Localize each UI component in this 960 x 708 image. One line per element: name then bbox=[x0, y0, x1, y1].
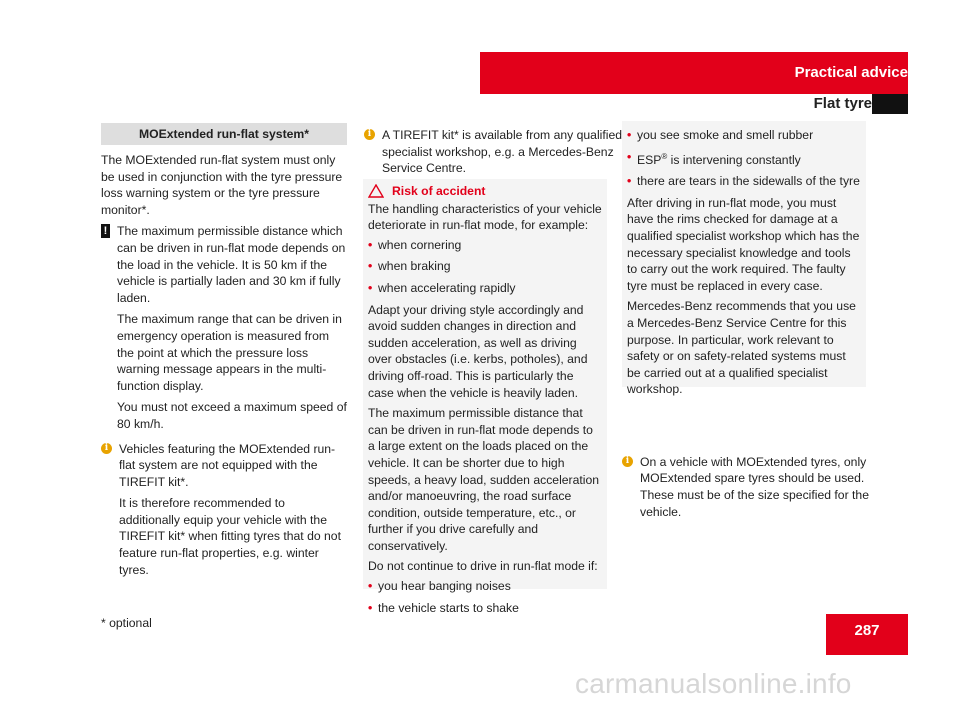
list-item: • when cornering bbox=[368, 237, 462, 252]
bullet-icon: • bbox=[627, 149, 632, 164]
info-paragraph: On a vehicle with MOExtended tyres, only MOExtended spare tyres should be used. These must be of the size specified for the vehicle. bbox=[640, 454, 869, 519]
warning-paragraph: Adapt your driving style accordingly and avoid sudden changes in direction and sudden acceleration, as well as driving over obstacles (i.e. kerbs, potholes), and driving off-road. This is particularly the case when the vehicle is heavily laden. bbox=[368, 302, 588, 400]
warning-intro: The handling characteristics of your vehicle deteriorate in run-flat mode, for example: bbox=[368, 201, 602, 233]
info-block bbox=[101, 441, 347, 579]
warning-heading bbox=[368, 183, 602, 200]
footnote: * optional bbox=[101, 616, 152, 630]
warning-box-continued bbox=[622, 121, 866, 397]
info-paragraph: Vehicles featuring the MOExtended run-flat system are not equipped with the TIREFIT kit*. bbox=[119, 441, 336, 489]
note-paragraph: You must not exceed a maximum speed of 80 km/h. bbox=[117, 400, 347, 431]
condition-list bbox=[368, 237, 602, 297]
intro-paragraph: The MOExtended run-flat system must only be used in conjunction with the tyre pressure loss warning system or the tyre pressure monitor*. bbox=[101, 153, 343, 217]
watermark: carmanualsonline.info bbox=[575, 668, 852, 699]
list-item: • when braking bbox=[368, 259, 451, 274]
spare-tyre-info bbox=[622, 454, 886, 520]
info-paragraph: It is therefore recommended to additionally equip your vehicle with the TIREFIT kit* when fitting tyres that do not feature run-flat properties, e.g. winter tyres. bbox=[119, 496, 341, 577]
note-paragraph: The maximum permissible distance which can be driven in run-flat mode depends on the load in the vehicle. It is 50 km if the vehicle is partially laden and 30 km if fully laden. bbox=[117, 224, 346, 305]
warning-title: Risk of accident bbox=[392, 184, 486, 198]
section-heading: MOExtended run-flat system* bbox=[101, 123, 347, 145]
list-item: • when accelerating rapidly bbox=[368, 280, 516, 295]
stop-condition-list bbox=[627, 127, 861, 190]
info-icon: i bbox=[622, 456, 633, 467]
section-title: Practical advice bbox=[794, 64, 908, 81]
bullet-icon: • bbox=[627, 174, 632, 189]
bullet-icon: • bbox=[368, 600, 373, 615]
bullet-icon: • bbox=[368, 280, 373, 295]
list-item: • there are tears in the sidewalls of the tyre bbox=[627, 174, 860, 189]
list-item: • the vehicle starts to shake bbox=[368, 600, 519, 615]
chapter-marker bbox=[872, 94, 908, 114]
warning-paragraph: After driving in run-flat mode, you must have the rims checked for damage at a qualified specialist workshop which has the necessary specialist knowledge and tools to carry out the work required. The faulty tyre must be replaced in every case. bbox=[627, 195, 860, 293]
bullet-icon: • bbox=[368, 579, 373, 594]
info-paragraph: A TIREFIT kit* is available from any qualified specialist workshop, e.g. a Mercedes-Benz Service Centre. bbox=[382, 128, 623, 176]
warning-box bbox=[363, 179, 607, 615]
tirefit-info bbox=[364, 127, 624, 177]
chapter-title: Flat tyre bbox=[813, 95, 872, 112]
list-item: • you hear banging noises bbox=[368, 579, 511, 594]
bullet-icon: • bbox=[368, 259, 373, 274]
bullet-icon: • bbox=[627, 128, 632, 142]
warning-paragraph: The maximum permissible distance that can be driven in run-flat mode depends to a large extent on the loads placed on the vehicle. It can be shorter due to high speeds, a heavy load, sudden acceleration and/or manoeuvring, the road surface condition, outside temperature, etc., or further if you drive carefully and conservatively. bbox=[368, 406, 600, 553]
note-block bbox=[101, 223, 347, 432]
warning-paragraph: Mercedes-Benz recommends that you use a Mercedes-Benz Service Centre for this purpose. In particular, work relevant to safety or on safety-related systems must be carried out at a qualified specialist workshop. bbox=[627, 299, 856, 397]
stop-condition-list bbox=[368, 578, 602, 616]
list-item: • you see smoke and smell rubber bbox=[627, 128, 814, 142]
warning-paragraph: Do not continue to drive in run-flat mode if: bbox=[368, 559, 598, 574]
exclamation-icon: ! bbox=[101, 224, 110, 238]
page-number: 287 bbox=[826, 614, 908, 655]
column-1 bbox=[101, 123, 347, 583]
note-paragraph: The maximum range that can be driven in emergency operation is measured from the point at which the pressure loss warning message appears in the multi-function display. bbox=[117, 312, 342, 393]
info-icon: i bbox=[101, 443, 112, 454]
warning-triangle-icon bbox=[368, 184, 384, 198]
list-item: • ESP® is intervening constantly bbox=[627, 149, 801, 167]
info-icon: i bbox=[364, 129, 375, 140]
bullet-icon: • bbox=[368, 237, 373, 252]
